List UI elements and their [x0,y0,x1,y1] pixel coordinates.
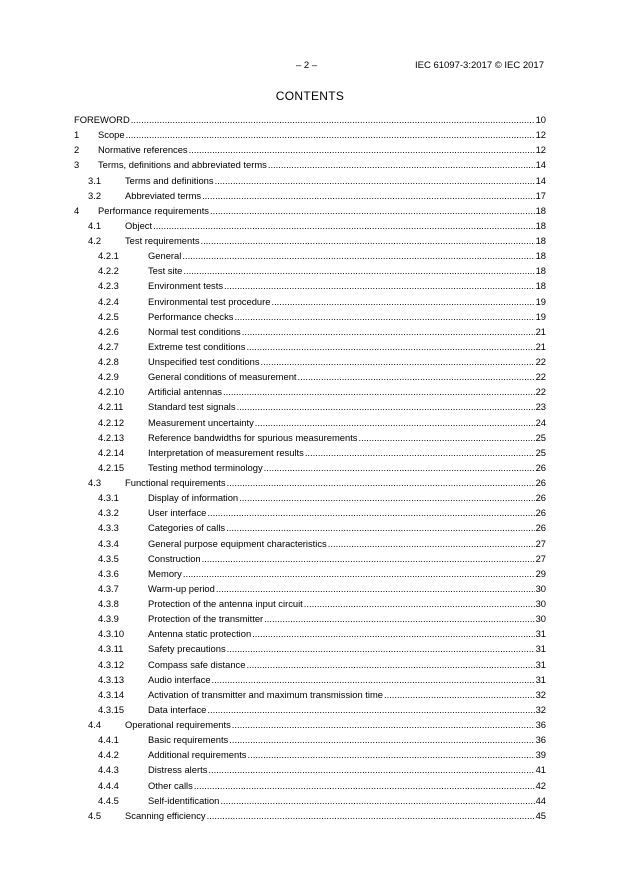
toc-dot-leader [237,399,535,414]
toc-dot-leader [224,278,535,293]
toc-entry[interactable] [74,551,546,566]
toc-entry-title: Object [125,219,153,231]
toc-dot-leader [328,536,535,551]
standard-reference: IEC 61097-3:2017 © IEC 2017 [414,60,544,71]
toc-entry-title: Safety precautions [148,643,226,655]
toc-entry-number: 4.3.3 [98,522,119,534]
toc-dot-leader [227,475,535,490]
toc-entry-title: Warm-up period [148,582,215,594]
toc-dot-leader [207,505,534,520]
toc-entry-title: Activation of transmitter and maximum transmission time [148,688,383,700]
toc-entry[interactable] [74,218,546,233]
toc-entry-number: 4.3.11 [98,643,124,655]
toc-entry-title: Reference bandwidths for spurious measurements [148,431,358,443]
toc-entry-page: 45 [535,809,546,821]
toc-entry[interactable] [74,430,546,445]
toc-dot-leader [227,641,535,656]
toc-entry-number: 4.3.2 [98,507,119,519]
toc-dot-leader [126,127,535,142]
toc-entry-title: Self-identification [148,794,220,806]
toc-entry[interactable] [74,793,546,808]
page-header [0,60,620,74]
toc-entry-number: 3.2 [88,189,102,201]
toc-entry-page: 26 [535,492,546,504]
toc-dot-leader [202,188,534,203]
toc-entry-number: 4.3.9 [98,613,119,625]
toc-entry[interactable] [74,173,546,188]
toc-entry-page: 18 [535,204,546,216]
toc-entry-title: Environmental test procedure [148,295,271,307]
toc-dot-leader [207,808,535,823]
toc-entry[interactable] [74,672,546,687]
toc-entry-page: 12 [535,129,546,141]
toc-entry-page: 22 [535,386,546,398]
toc-dot-leader [215,173,535,188]
toc-entry-title: Performance checks [148,310,234,322]
toc-entry-title: Test requirements [125,235,200,246]
toc-dot-leader [268,157,535,172]
toc-entry-number: 4.1 [88,219,102,231]
toc-entry[interactable] [74,263,546,278]
toc-entry-title: FOREWORD [74,114,130,125]
toc-entry-number: 4.4.2 [98,749,119,761]
toc-entry[interactable] [74,112,546,127]
toc-entry-title: Antenna static protection [148,628,252,640]
toc-entry[interactable] [74,520,546,535]
toc-entry[interactable] [74,641,546,656]
toc-entry[interactable] [74,233,546,248]
toc-entry-title: Standard test signals [148,401,236,413]
toc-entry-page: 25 [535,446,546,458]
toc-entry-page: 32 [535,703,546,715]
toc-entry[interactable] [74,581,546,596]
toc-entry[interactable] [74,687,546,702]
toc-entry-page: 26 [535,507,546,519]
toc-entry-title: General purpose equipment characteristics [148,537,327,549]
toc-entry[interactable] [74,702,546,717]
toc-entry[interactable] [74,142,546,157]
toc-entry-number: 4.2.1 [98,250,119,262]
toc-dot-leader [264,460,535,475]
toc-entry-title: Environment tests [148,280,224,292]
toc-entry-title: Interpretation of measurement results [148,446,304,458]
toc-entry-title: Operational requirements [125,719,231,730]
toc-entry-title: Extreme test conditions [148,340,246,352]
toc-dot-leader [189,142,535,157]
toc-entry-page: 42 [535,779,546,791]
toc-entry-number: 4.3.15 [98,703,125,715]
toc-entry-page: 31 [535,673,546,685]
toc-dot-leader [229,732,534,747]
toc-entry-title: Scope [98,129,125,141]
toc-entry-page: 26 [535,477,546,488]
toc-entry[interactable] [74,369,546,384]
toc-entry-title: Test site [148,265,183,277]
toc-entry-number: 2 [74,144,80,156]
toc-dot-leader [358,430,534,445]
toc-dot-leader [305,445,535,460]
toc-entry-title: Audio interface [148,673,211,685]
toc-entry[interactable] [74,399,546,414]
toc-entry[interactable] [74,157,546,172]
toc-entry-page: 10 [535,114,546,125]
toc-entry-page: 24 [535,416,546,428]
toc-entry-page: 18 [535,235,546,246]
toc-entry-number: 1 [74,129,80,141]
toc-entry[interactable] [74,415,546,430]
toc-entry-number: 4.2.5 [98,310,119,322]
toc-entry[interactable] [74,536,546,551]
toc-entry-title: Scanning efficiency [125,809,206,821]
toc-entry-page: 18 [535,265,546,277]
toc-entry-title: Unspecified test conditions [148,356,260,367]
toc-entry-page: 14 [535,159,546,171]
contents-title: CONTENTS [275,89,345,103]
toc-dot-leader [210,203,535,218]
toc-entry-page: 19 [535,310,546,322]
toc-entry[interactable] [74,460,546,475]
toc-dot-leader [153,218,534,233]
toc-entry[interactable] [74,778,546,793]
toc-entry-number: 4 [74,204,80,216]
toc-entry-number: 4.5 [88,809,102,821]
toc-entry-number: 4.2 [88,235,102,246]
toc-entry-page: 41 [535,764,546,776]
toc-entry-title: Terms, definitions and abbreviated terms [98,159,267,171]
toc-entry[interactable] [74,808,546,823]
toc-entry-page: 30 [535,582,546,594]
toc-entry-number: 4.2.8 [98,356,119,367]
toc-dot-leader [226,520,534,535]
toc-entry[interactable] [74,309,546,324]
toc-entry-page: 44 [535,794,546,806]
toc-entry[interactable] [74,248,546,263]
toc-entry-number: 4.3.8 [98,598,119,609]
toc-entry[interactable] [74,203,546,218]
toc-entry[interactable] [74,566,546,581]
toc-entry-page: 25 [535,431,546,443]
toc-entry[interactable] [74,188,546,203]
toc-entry-number: 4.2.11 [98,401,124,413]
toc-dot-leader [255,415,535,430]
toc-entry-number: 4.4.1 [98,734,119,746]
toc-entry-number: 4.2.12 [98,416,125,428]
toc-entry[interactable] [74,611,546,626]
toc-entry-page: 14 [535,174,546,186]
toc-entry-number: 4.3.14 [98,688,125,700]
toc-dot-leader [223,384,535,399]
toc-dot-leader [261,354,535,369]
toc-dot-leader [264,611,534,626]
toc-dot-leader [208,762,534,777]
toc-entry-number: 3 [74,159,80,171]
toc-entry[interactable] [74,747,546,762]
toc-entry-page: 26 [535,522,546,534]
toc-dot-leader [207,702,534,717]
toc-dot-leader [183,566,535,581]
toc-entry-number: 4.4.3 [98,764,119,776]
toc-entry-page: 30 [535,613,546,625]
toc-entry-number: 4.4.5 [98,794,119,806]
toc-entry-title: Functional requirements [125,477,226,488]
toc-dot-leader [212,672,535,687]
toc-dot-leader [239,490,534,505]
toc-entry-title: Distress alerts [148,764,208,776]
toc-entry-number: 4.2.15 [98,461,125,473]
toc-entry[interactable] [74,324,546,339]
toc-entry-title: Display of information [148,492,239,504]
toc-entry-page: 27 [535,537,546,549]
toc-entry[interactable] [74,475,546,490]
toc-entry-number: 4.2.9 [98,371,119,383]
toc-entry-number: 4.3.7 [98,582,119,594]
toc-dot-leader [182,248,534,263]
toc-entry[interactable] [74,294,546,309]
toc-dot-leader [201,233,535,248]
toc-entry-page: 17 [535,189,546,201]
toc-entry-number: 4.3.10 [98,628,125,640]
toc-entry-number: 4.3.12 [98,658,125,670]
toc-entry-number: 4.2.7 [98,340,119,352]
toc-entry-title: Terms and definitions [125,174,214,186]
toc-entry-title: Categories of calls [148,522,226,534]
toc-entry-title: Normal test conditions [148,325,241,337]
toc-dot-leader [271,294,534,309]
toc-entry-title: Testing method terminology [148,461,263,473]
toc-entry-page: 21 [535,325,546,337]
toc-dot-leader [234,309,534,324]
toc-entry-title: Construction [148,552,201,564]
toc-entry[interactable] [74,127,546,142]
toc-entry[interactable] [74,445,546,460]
toc-entry-title: Memory [148,567,182,579]
table-of-contents [74,112,546,823]
toc-entry[interactable] [74,717,546,732]
toc-entry-title: User interface [148,507,207,519]
toc-entry[interactable] [74,339,546,354]
toc-entry-number: 4.4 [88,719,102,730]
toc-entry-page: 12 [535,144,546,156]
toc-entry-page: 36 [535,719,546,730]
toc-entry[interactable] [74,657,546,672]
toc-entry-title: General conditions of measurement [148,371,297,383]
toc-entry-number: 4.3.6 [98,567,119,579]
toc-entry-number: 4.3 [88,477,102,488]
toc-entry-page: 18 [535,219,546,231]
toc-entry-number: 4.2.14 [98,446,125,458]
toc-entry-title: Normative references [98,144,188,156]
toc-dot-leader [202,551,535,566]
toc-entry-title: Abbreviated terms [125,189,202,201]
toc-entry-number: 4.3.13 [98,673,125,685]
toc-entry-number: 3.1 [88,174,102,186]
toc-dot-leader [246,339,534,354]
toc-entry-page: 22 [535,371,546,383]
toc-entry[interactable] [74,626,546,641]
toc-entry-number: 4.2.3 [98,280,119,292]
toc-entry-number: 4.2.10 [98,386,125,398]
toc-entry-page: 27 [535,552,546,564]
toc-entry[interactable] [74,278,546,293]
toc-entry[interactable] [74,762,546,777]
toc-dot-leader [246,657,534,672]
toc-entry-page: 29 [535,567,546,579]
toc-entry-number: 4.3.1 [98,492,119,504]
toc-entry-title: Artificial antennas [148,386,222,398]
toc-dot-leader [216,581,535,596]
toc-dot-leader [242,324,535,339]
toc-entry[interactable] [74,505,546,520]
toc-entry-number: 4.2.2 [98,265,119,277]
toc-entry-page: 36 [535,734,546,746]
toc-entry[interactable] [74,354,546,369]
page-number: – 2 – [296,60,318,71]
toc-entry-page: 18 [535,250,546,262]
toc-entry-number: 4.2.6 [98,325,119,337]
toc-dot-leader [232,717,535,732]
toc-entry-number: 4.2.4 [98,295,119,307]
toc-entry-page: 30 [535,598,546,609]
toc-entry-page: 23 [535,401,546,413]
toc-entry-page: 18 [535,280,546,292]
toc-dot-leader [298,369,535,384]
toc-entry-number: 4.2.13 [98,431,125,443]
toc-entry-number: 4.4.4 [98,779,119,791]
toc-dot-leader [252,626,534,641]
toc-entry-number: 4.3.5 [98,552,119,564]
toc-entry-title: Protection of the transmitter [148,613,264,625]
toc-entry-title: Performance requirements [98,204,209,216]
toc-entry-page: 19 [535,295,546,307]
toc-entry-page: 31 [535,658,546,670]
toc-entry-title: Protection of the antenna input circuit [148,598,303,609]
toc-entry-title: Basic requirements [148,734,229,746]
toc-entry-title: Compass safe distance [148,658,246,670]
toc-dot-leader [131,112,535,127]
toc-entry[interactable] [74,490,546,505]
toc-dot-leader [304,596,535,611]
toc-entry-number: 4.3.4 [98,537,119,549]
toc-entry-title: Measurement uncertainty [148,416,254,428]
toc-entry-page: 31 [535,628,546,640]
toc-entry-page: 31 [535,643,546,655]
toc-dot-leader [220,793,534,808]
toc-dot-leader [248,747,535,762]
toc-dot-leader [183,263,534,278]
toc-entry-page: 22 [535,356,546,367]
toc-entry-page: 26 [535,461,546,473]
toc-entry-page: 39 [535,749,546,761]
toc-dot-leader [194,778,535,793]
toc-entry-title: Data interface [148,703,207,715]
toc-entry-title: Additional requirements [148,749,247,761]
toc-dot-leader [384,687,535,702]
toc-entry-title: Other calls [148,779,193,791]
toc-entry[interactable] [74,384,546,399]
toc-entry-title: General [148,250,182,262]
toc-entry[interactable] [74,732,546,747]
toc-entry-page: 32 [535,688,546,700]
toc-entry-page: 21 [535,340,546,352]
toc-entry[interactable] [74,596,546,611]
